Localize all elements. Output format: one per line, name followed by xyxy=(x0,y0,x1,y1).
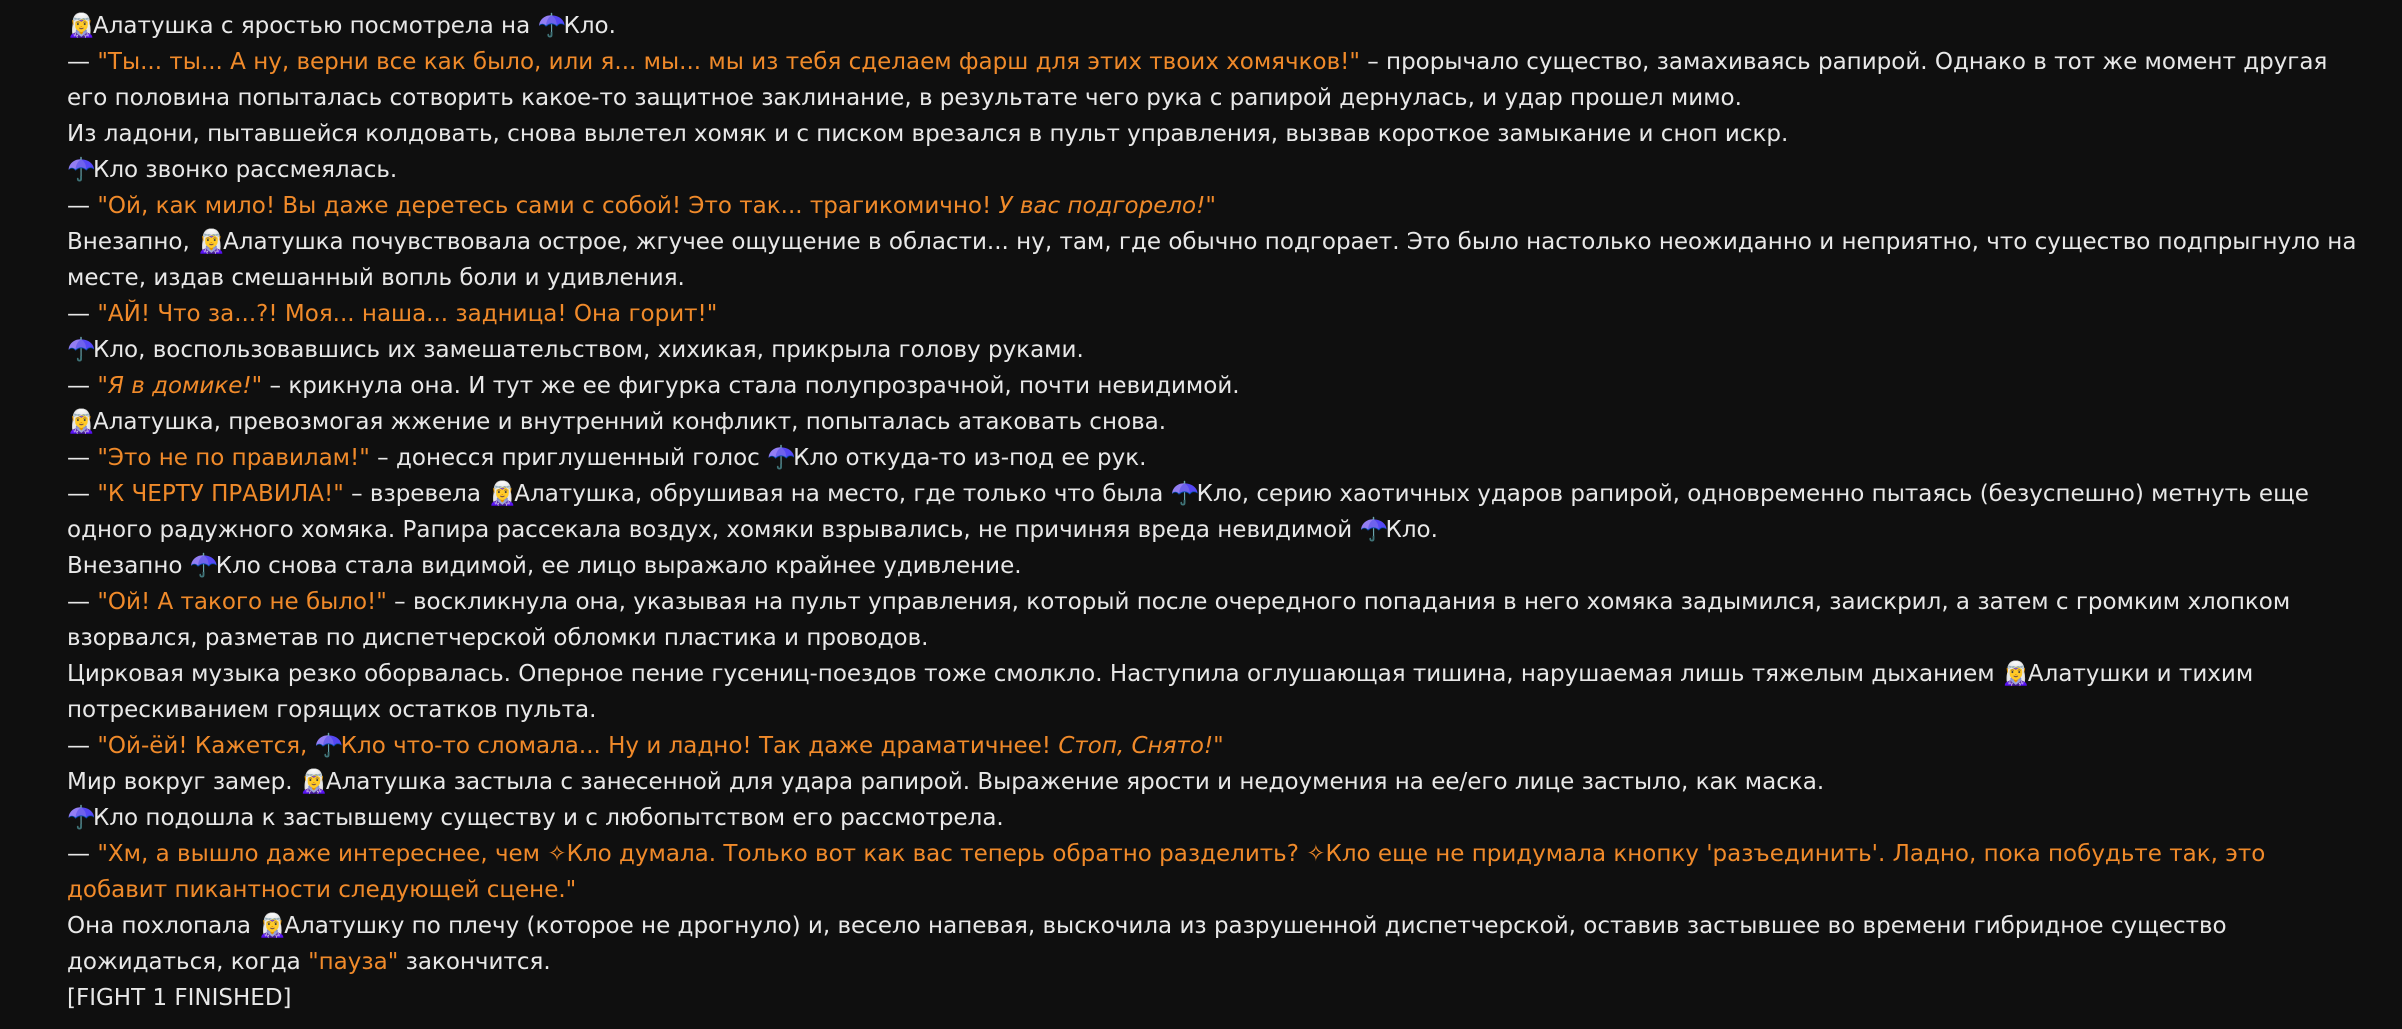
character-emoji-icon: ☂️ xyxy=(67,157,96,183)
story-paragraph xyxy=(67,368,2362,404)
narration-text: — xyxy=(67,841,98,867)
story-paragraph xyxy=(67,836,2362,908)
story-paragraph xyxy=(67,116,2362,152)
character-emoji-icon: 🧝‍♀️ xyxy=(67,409,96,435)
narration-text: – крикнула она. И тут же ее фигурка стала полупрозрачной, почти невидимой. xyxy=(262,373,1240,399)
narration-text: – прорычало существо, замахиваясь рапирой. Однако в тот же момент другая его половина попыталась сотворить какое-то защитное заклинание, в результате чего рука с рапирой дернулась, и удар прошел мимо. xyxy=(67,49,2328,111)
story-paragraph xyxy=(67,764,2362,800)
dialogue-quote: " xyxy=(1213,733,1224,759)
character-emoji-icon: ☂️ xyxy=(1170,481,1200,507)
character-emoji-icon: 🧝‍♀️ xyxy=(299,769,329,795)
story-paragraph xyxy=(67,296,2362,332)
narration-text: – донесся приглушенный голос xyxy=(369,445,768,471)
character-emoji-icon: 🧝‍♀️ xyxy=(258,913,287,939)
dialogue-quote: "Ой-ёй! Кажется, xyxy=(97,733,315,759)
narration-text: – взревела xyxy=(343,481,489,507)
character-emoji-icon: ☂️ xyxy=(314,733,344,759)
character-emoji-icon: ☂️ xyxy=(1359,517,1389,543)
narration-text: Она похлопала xyxy=(67,913,259,939)
narration-text: Цирковая музыка резко оборвалась. Оперное пение гусениц-поездов тоже смолкло. Наступила оглушающая тишина, нарушаемая лишь тяжелым дыханием xyxy=(67,661,2002,687)
dialogue-quote: Я в домике! xyxy=(107,373,252,399)
narration-text: Алатушки и тихим потрескиванием горящих остатков пульта. xyxy=(67,661,2254,723)
dialogue-quote: Стоп, Снято! xyxy=(1058,733,1214,759)
dialogue-quote: "Ой! А такого не было!" xyxy=(97,589,387,615)
narration-text: Внезапно xyxy=(67,553,190,579)
character-emoji-icon: ☂️ xyxy=(767,445,796,471)
dialogue-quote: "К ЧЕРТУ ПРАВИЛА!" xyxy=(97,481,344,507)
narration-text: Кло откуда-то из-под ее рук. xyxy=(793,445,1147,471)
narration-text: — xyxy=(67,481,98,507)
story-paragraph xyxy=(67,584,2362,656)
character-emoji-icon: ☂️ xyxy=(67,805,96,831)
character-emoji-icon: 🧝‍♀️ xyxy=(488,481,517,507)
story-paragraph xyxy=(67,728,2362,764)
narration-text: Кло снова стала видимой, ее лицо выражало крайнее удивление. xyxy=(215,553,1022,579)
character-emoji-icon: ☂️ xyxy=(67,337,96,363)
narration-text: — xyxy=(67,373,98,399)
dialogue-quote: "Хм, а вышло даже интереснее, чем ✧Кло думала. Только вот как вас теперь обратно разделить? ✧Кло еще не придумала кнопку 'разъединить'. Ладно, пока побудьте так, это добавит пикантности следующей сцене." xyxy=(67,841,2266,903)
narration-text: Кло подошла к застывшему существу и с любопытством его рассмотрела. xyxy=(93,805,1004,831)
narration-text: Кло, серию хаотичных ударов рапирой, одновременно пытаясь (безуспешно) метнуть еще одного радужного хомяка. Рапира рассекала воздух, хомяки взрывались, не причиняя вреда невидимой xyxy=(67,481,2309,543)
narration-text: Алатушка с яростью посмотрела на xyxy=(93,13,538,39)
dialogue-quote: "Ой, как мило! Вы даже деретесь сами с собой! Это так... трагикомично! xyxy=(97,193,999,219)
dialogue-quote: "пауза" xyxy=(308,949,399,975)
narration-text: Кло. xyxy=(563,13,616,39)
narration-text: — xyxy=(67,733,98,759)
dialogue-quote: " xyxy=(97,373,108,399)
narration-text: — xyxy=(67,49,98,75)
story-paragraph xyxy=(67,44,2362,116)
narration-text: – воскликнула она, указывая на пульт управления, который после очередного попадания в него хомяка задымился, заискрил, а затем с громким хлопком взорвался, разметав по диспетчерской обломки пластика и проводов. xyxy=(67,589,2291,651)
character-emoji-icon: 🧝‍♀️ xyxy=(2001,661,2031,687)
story-paragraph xyxy=(67,152,2362,188)
narration-text: Алатушка, превозмогая жжение и внутренний конфликт, попыталась атаковать снова. xyxy=(93,409,1167,435)
narration-text: — xyxy=(67,301,98,327)
narration-text: Алатушку по плечу (которое не дрогнуло) и, весело напевая, выскочила из разрушенной диспетчерской, оставив застывшее во времени гибридное существо дожидаться, когда xyxy=(67,913,2227,975)
narration-text: Внезапно, xyxy=(67,229,198,255)
story-paragraph xyxy=(67,332,2362,368)
story-paragraph xyxy=(67,800,2362,836)
dialogue-quote: "Ты... ты... А ну, верни все как было, или я... мы... мы из тебя сделаем фарш для этих твоих хомячков!" xyxy=(97,49,1360,75)
dialogue-quote: "АЙ! Что за...?! Моя... наша... задница! Она горит!" xyxy=(97,301,718,327)
dialogue-quote: Кло что-то сломала... Ну и ладно! Так даже драматичнее! xyxy=(340,733,1059,759)
story-paragraph xyxy=(67,980,2362,1016)
narration-text: [FIGHT 1 FINISHED] xyxy=(67,985,292,1011)
narration-text: Кло звонко рассмеялась. xyxy=(93,157,398,183)
story-paragraph xyxy=(67,440,2362,476)
narration-text: Мир вокруг замер. xyxy=(67,769,300,795)
dialogue-quote: У вас подгорело! xyxy=(998,193,1206,219)
story-paragraph xyxy=(67,8,2362,44)
narration-text: Из ладони, пытавшейся колдовать, снова вылетел хомяк и с писком врезался в пульт управления, вызвав короткое замыкание и сноп искр. xyxy=(67,121,1789,147)
dialogue-quote: " xyxy=(251,373,263,399)
narration-text: Алатушка застыла с занесенной для удара рапирой. Выражение ярости и недоумения на ее/его лице застыло, как маска. xyxy=(325,769,1825,795)
character-emoji-icon: ☂️ xyxy=(537,13,567,39)
dialogue-quote: "Это не по правилам!" xyxy=(97,445,370,471)
narration-text: Кло. xyxy=(1385,517,1438,543)
narration-text: закончится. xyxy=(398,949,551,975)
story-paragraph xyxy=(67,188,2362,224)
narration-text: Кло, воспользовавшись их замешательством, хихикая, прикрыла голову руками. xyxy=(93,337,1084,363)
character-emoji-icon: ☂️ xyxy=(189,553,219,579)
narration-text: — xyxy=(67,445,98,471)
narration-text: — xyxy=(67,193,98,219)
story-paragraph xyxy=(67,908,2362,980)
dialogue-quote: " xyxy=(1205,193,1216,219)
story-paragraph xyxy=(67,404,2362,440)
narration-text: Алатушка, обрушивая на место, где только что была xyxy=(514,481,1171,507)
story-paragraph xyxy=(67,548,2362,584)
story-paragraph xyxy=(67,476,2362,548)
narration-text: Алатушка почувствовала острое, жгучее ощущение в области... ну, там, где обычно подгорает. Это было настолько неожиданно и неприятно, что существо подпрыгнуло на месте, издав смешанный вопль боли и удивления. xyxy=(67,229,2357,291)
story-paragraph xyxy=(67,224,2362,296)
narration-text: — xyxy=(67,589,98,615)
character-emoji-icon: 🧝‍♀️ xyxy=(197,229,226,255)
character-emoji-icon: 🧝‍♀️ xyxy=(67,13,96,39)
story-paragraph xyxy=(67,656,2362,728)
